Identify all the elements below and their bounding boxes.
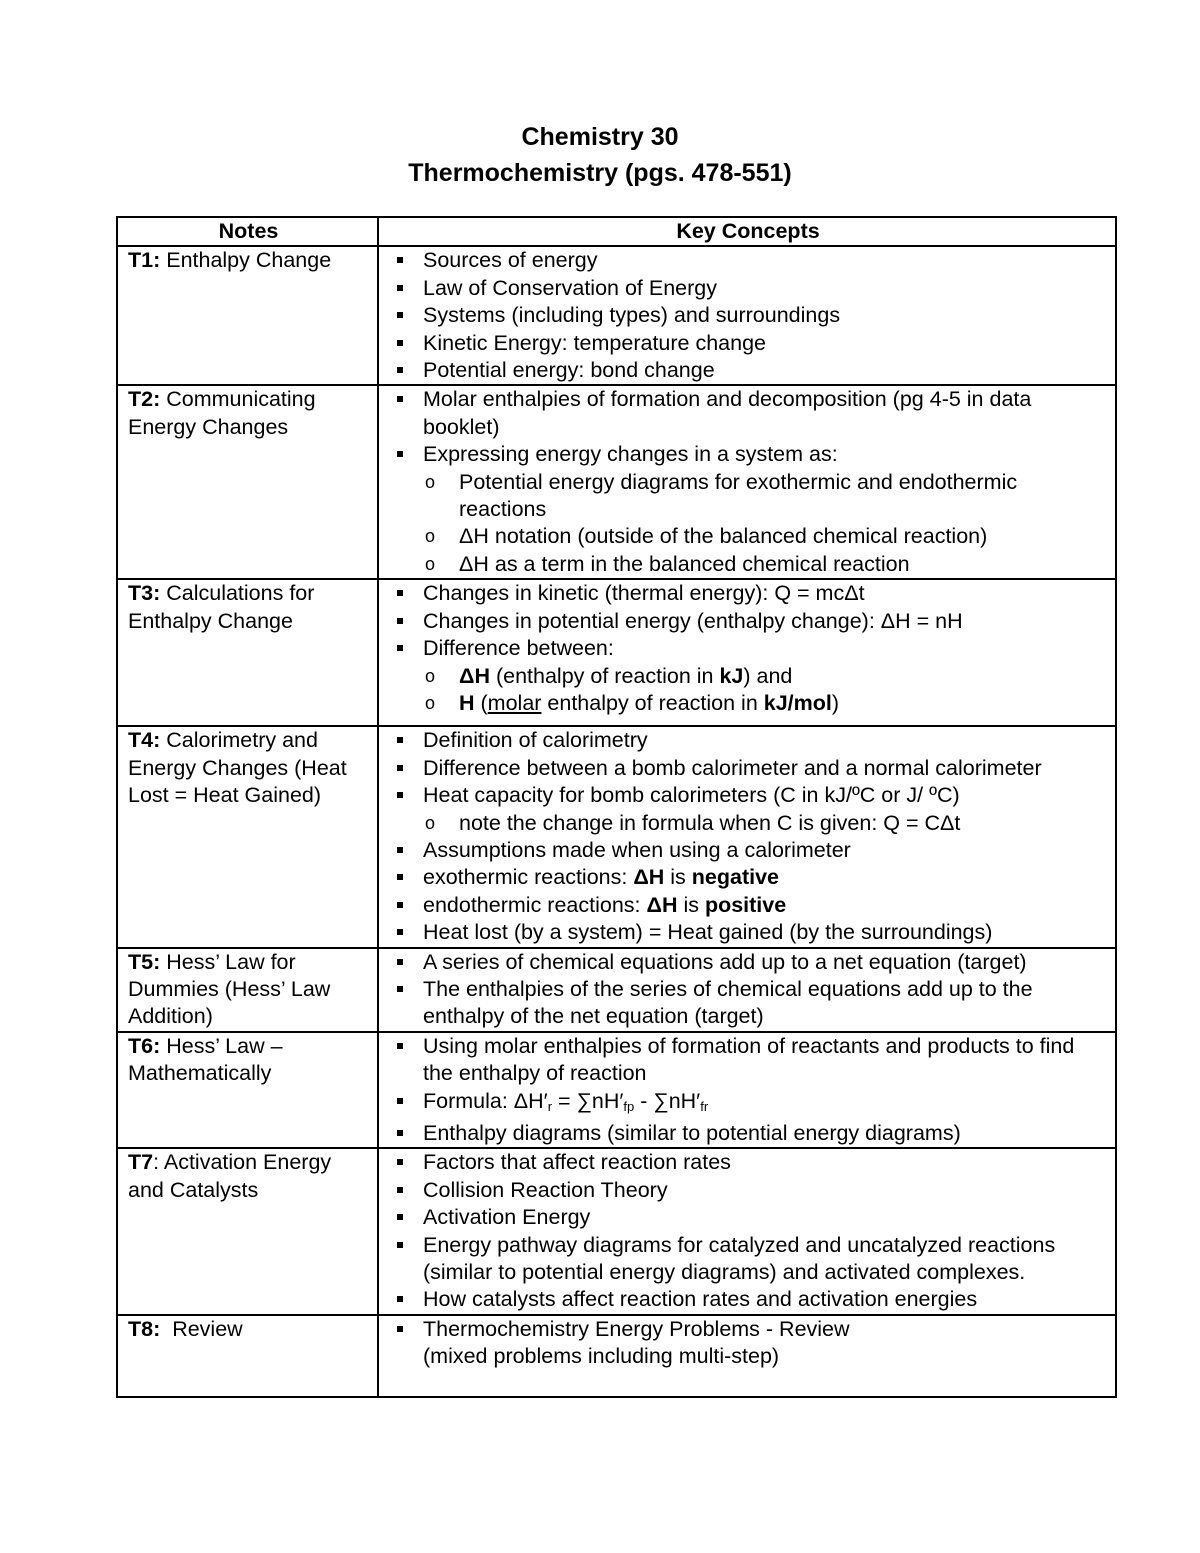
table-row (117, 246, 1116, 385)
topic-title: Enthalpy Change (160, 248, 332, 273)
list-item: Molar enthalpies of formation and decomposition (pg 4-5 in data booklet) (389, 386, 1107, 441)
list-item: The enthalpies of the series of chemical equations add up to the enthalpy of the net equation (target) (389, 976, 1107, 1031)
topic-cell (117, 1148, 378, 1314)
subscript: r (547, 1098, 553, 1114)
title-line-1: Chemistry 30 (521, 123, 679, 151)
bold-term: H (459, 690, 475, 715)
list-item: Activation Energy (389, 1204, 1107, 1231)
topic-title: Hess’ Law – Mathematically (128, 1033, 283, 1086)
list-item: Heat lost (by a system) = Heat gained (by the surroundings) (389, 919, 1107, 946)
list-item: Changes in potential energy (enthalpy change): ΔH = nH (389, 608, 1107, 635)
bold-term: ΔH (459, 663, 490, 688)
concepts-cell (378, 948, 1116, 1032)
text-span: exothermic reactions: (423, 865, 634, 890)
list-item: Energy pathway diagrams for catalyzed and uncatalyzed reactions (similar to potential energy diagrams) and activated complexes. (389, 1232, 1107, 1287)
sub-list-item (389, 663, 1107, 690)
concepts-cell (378, 1032, 1116, 1149)
list-item (389, 1316, 1107, 1371)
topic-cell (117, 246, 378, 385)
text-span: Thermochemistry Energy Problems - Review (423, 1316, 850, 1341)
concepts-cell (378, 726, 1116, 947)
text-span: enthalpy of reaction in (541, 690, 764, 715)
concepts-cell (378, 385, 1116, 579)
text-span: is (664, 865, 692, 890)
text-span: ( (474, 690, 488, 715)
table-row (117, 1315, 1116, 1397)
subscript: fr (700, 1098, 709, 1114)
topic-number: T2: (128, 387, 161, 412)
topic-cell (117, 385, 378, 579)
list-item-text: Difference between: (423, 636, 614, 661)
text-span: endothermic reactions: (423, 892, 647, 917)
topic-number: T1: (128, 248, 161, 273)
concepts-cell (378, 246, 1116, 385)
list-item (389, 441, 1107, 578)
list-item: Using molar enthalpies of formation of reactants and products to find the enthalpy of reaction (389, 1033, 1107, 1088)
text-span: = ∑nH′ (552, 1088, 624, 1113)
list-item: Difference between a bomb calorimeter and a normal calorimeter (389, 755, 1107, 782)
bold-term: negative (691, 865, 780, 890)
list-item: Law of Conservation of Energy (389, 275, 1107, 302)
topic-title: Hess’ Law for Dummies (Hess’ Law Addition) (128, 949, 331, 1029)
text-span: (enthalpy of reaction in (489, 663, 720, 688)
list-item: Kinetic Energy: temperature change (389, 330, 1107, 357)
topics-table (116, 216, 1117, 1398)
table-row (117, 579, 1116, 726)
list-item: Collision Reaction Theory (389, 1177, 1107, 1204)
text-span: ) and (743, 663, 793, 688)
topic-number: T5: (128, 949, 161, 974)
topic-cell (117, 579, 378, 726)
text-span: is (677, 892, 705, 917)
topic-number: T8: (128, 1316, 161, 1341)
list-item-text: Heat capacity for bomb calorimeters (C in kJ/ºC or J/ ºC) (423, 783, 960, 808)
topic-title: Calculations for Enthalpy Change (128, 581, 315, 633)
list-item-text: Expressing energy changes in a system as: (423, 442, 838, 467)
list-item (389, 864, 1107, 891)
sub-list-item (389, 690, 1107, 717)
subscript: fp (623, 1098, 635, 1114)
list-item: Systems (including types) and surroundings (389, 302, 1107, 329)
table-row (117, 1032, 1116, 1149)
concepts-cell (378, 1315, 1116, 1397)
topic-number: T6: (128, 1033, 161, 1058)
sub-list-item: o ΔH as a term in the balanced chemical reaction (389, 551, 1107, 578)
page-title (0, 119, 1200, 191)
list-item: Potential energy: bond change (389, 357, 1107, 384)
bold-term: kJ (719, 663, 744, 688)
bold-term: ΔH (646, 892, 678, 917)
list-item: Factors that affect reaction rates (389, 1149, 1107, 1176)
text-span: (mixed problems including multi-step) (423, 1344, 780, 1369)
text-span: ) (831, 690, 840, 715)
list-item: Changes in kinetic (thermal energy): Q = mcΔt (389, 580, 1107, 607)
topic-title: Review (160, 1316, 243, 1341)
notes-header: Notes (117, 217, 378, 246)
underlined-term: molar (487, 690, 542, 715)
text-span: - ∑nH′ (634, 1088, 701, 1113)
topic-cell (117, 726, 378, 947)
topic-number: T7 (128, 1150, 154, 1175)
bold-term: ΔH (633, 865, 665, 890)
list-item: A series of chemical equations add up to a net equation (target) (389, 949, 1107, 976)
list-item (389, 635, 1107, 725)
topic-cell (117, 1315, 378, 1397)
topic-number: T4: (128, 728, 161, 753)
text-span: Formula: ΔH′ (423, 1088, 548, 1113)
header-row (117, 217, 1116, 246)
title-line-2: Thermochemistry (pgs. 478-551) (408, 159, 792, 187)
topic-title: Calorimetry and Energy Changes (Heat Lost = Heat Gained) (128, 728, 347, 808)
formula-item (389, 1088, 1107, 1120)
sub-list-item: o note the change in formula when C is given: Q = CΔt (389, 810, 1107, 837)
sub-list-item: o Potential energy diagrams for exothermic and endothermic reactions (389, 469, 1107, 524)
list-item (389, 782, 1107, 837)
bold-term: kJ/mol (763, 690, 832, 715)
list-item: Sources of energy (389, 247, 1107, 274)
table-row (117, 948, 1116, 1032)
topic-number: T3: (128, 581, 161, 606)
topic-title: : Activation Energy and Catalysts (128, 1150, 332, 1202)
sub-list-item: o ΔH notation (outside of the balanced chemical reaction) (389, 523, 1107, 550)
list-item (389, 892, 1107, 919)
list-item: Assumptions made when using a calorimeter (389, 837, 1107, 864)
topic-title: Communicating Energy Changes (128, 387, 316, 439)
list-item: How catalysts affect reaction rates and activation energies (389, 1286, 1107, 1313)
table-row (117, 1148, 1116, 1314)
concepts-cell (378, 1148, 1116, 1314)
table-row (117, 385, 1116, 579)
topic-cell (117, 1032, 378, 1149)
topic-cell (117, 948, 378, 1032)
list-item: Enthalpy diagrams (similar to potential energy diagrams) (389, 1120, 1107, 1147)
concepts-cell (378, 579, 1116, 726)
bold-term: positive (704, 892, 787, 917)
list-item: Definition of calorimetry (389, 727, 1107, 754)
key-concepts-header: Key Concepts (378, 217, 1116, 246)
table-row (117, 726, 1116, 947)
